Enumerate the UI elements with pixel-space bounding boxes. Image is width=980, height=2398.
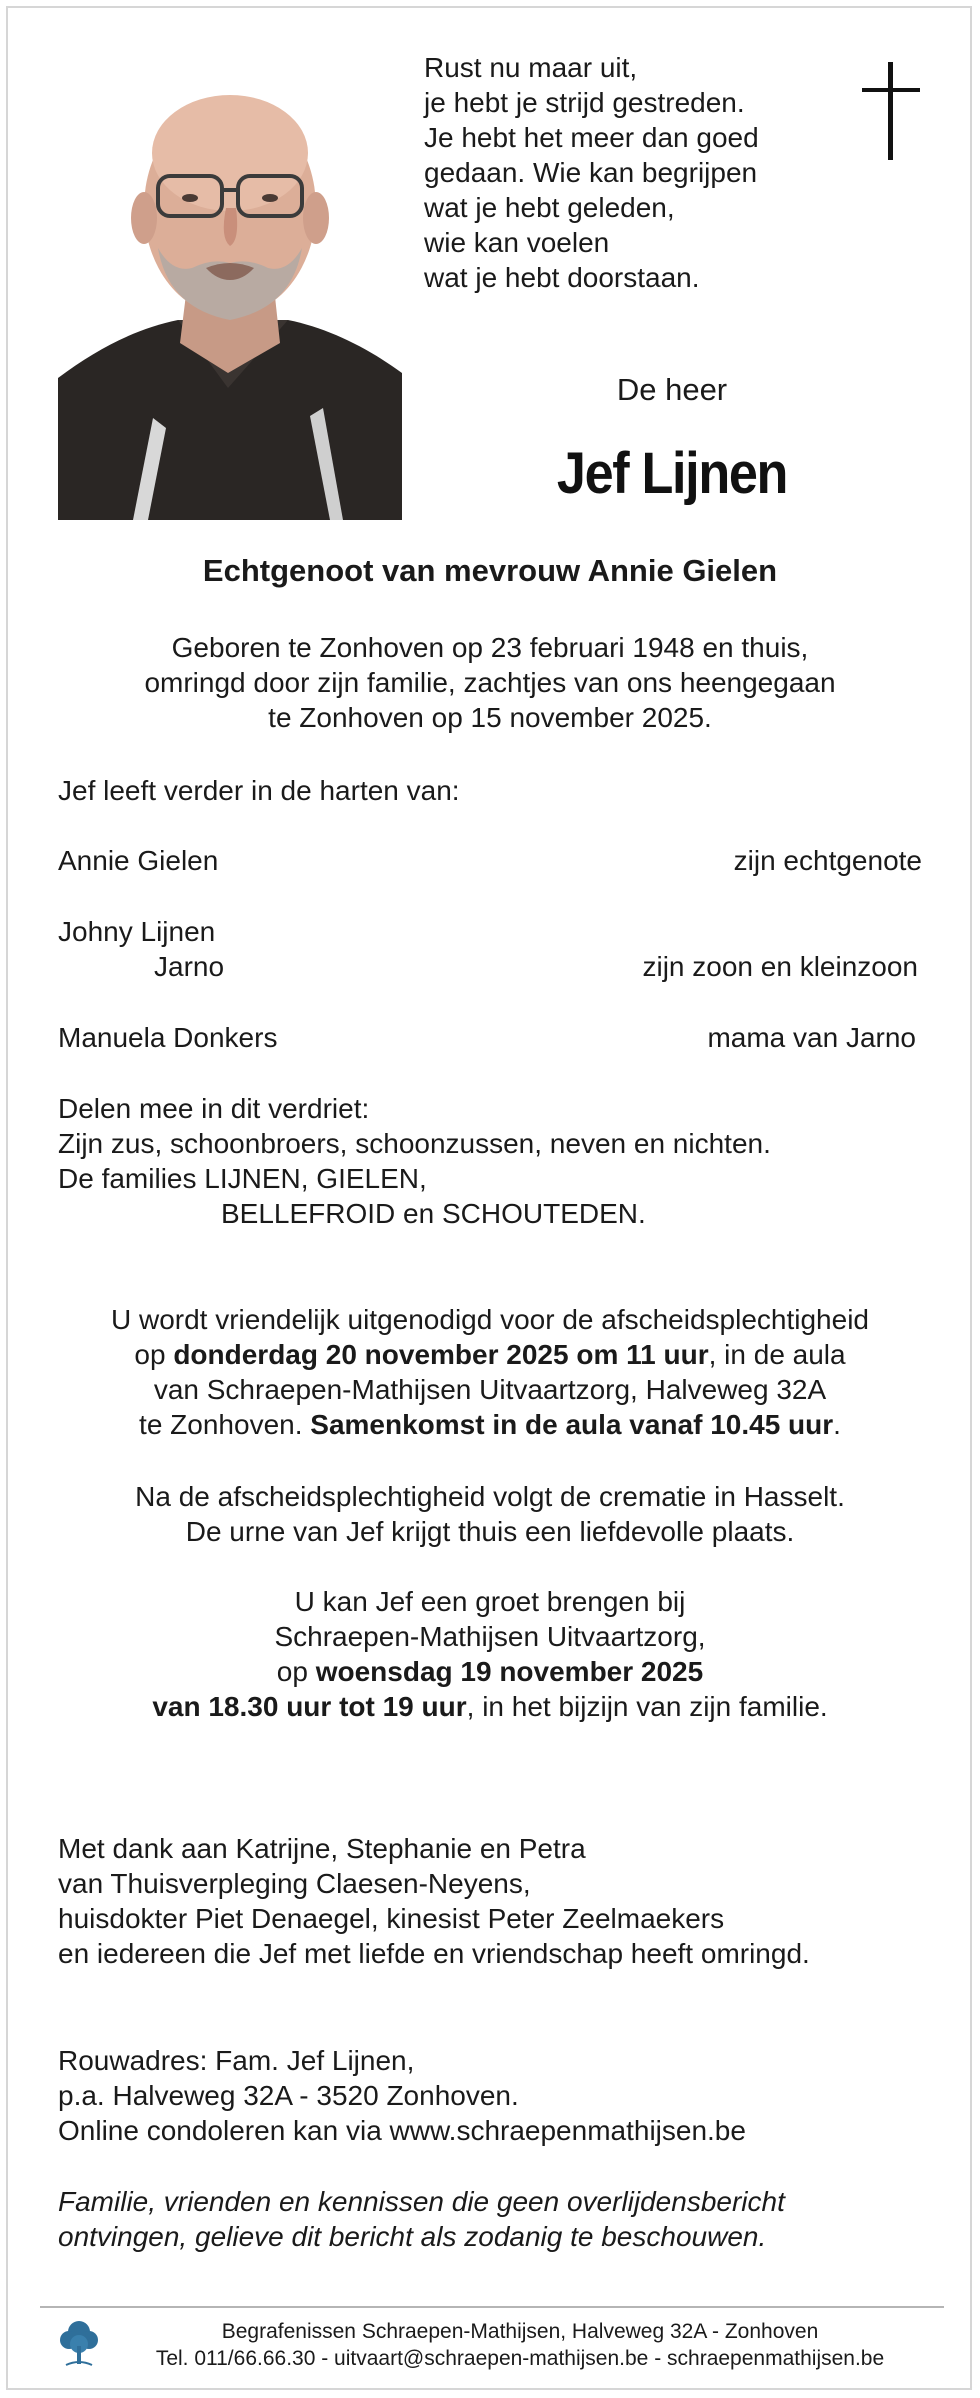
family-name-jarno: Jarno — [154, 951, 225, 982]
text-line: Met dank aan Katrijne, Stephanie en Petra — [58, 1833, 586, 1864]
text-span: op — [134, 1339, 174, 1370]
sharing-line: Zijn zus, schoonbroers, schoonzussen, neven en nichten. — [58, 1128, 771, 1159]
family-role-johny: zijn zoon en kleinzoon — [642, 951, 918, 982]
ceremony-paragraph — [0, 1302, 980, 1442]
text-line: van Schraepen-Mathijsen Uitvaartzorg, Halveweg 32A — [153, 1374, 827, 1405]
portrait-photo — [58, 58, 402, 520]
text-span: , in de aula — [708, 1339, 846, 1370]
text-line: omringd door zijn familie, zachtjes van ons heengegaan — [144, 667, 836, 698]
text-span: op — [276, 1656, 316, 1687]
text-line: huisdokter Piet Denaegel, kinesist Peter Zeelmaekers — [58, 1903, 725, 1934]
family-role-manuela: mama van Jarno — [707, 1022, 916, 1053]
poem-line: wie kan voelen — [424, 227, 610, 258]
poem-line: gedaan. Wie kan begrijpen — [424, 157, 758, 188]
condolence-link-text: Online condoleren kan via www.schraepenmathijsen.be — [58, 2115, 746, 2146]
birth-death-paragraph — [0, 630, 980, 735]
text-line: en iedereen die Jef met liefde en vriendschap heeft omringd. — [58, 1938, 810, 1969]
cremation-paragraph — [0, 1479, 980, 1549]
visit-date: woensdag 19 november 2025 — [315, 1656, 704, 1687]
family-role-annie: zijn echtgenote — [733, 845, 922, 876]
text-line: p.a. Halveweg 32A - 3520 Zonhoven. — [58, 2080, 519, 2111]
text-span: . — [833, 1409, 841, 1440]
ceremony-date: donderdag 20 november 2025 om 11 uur — [173, 1339, 709, 1370]
text-line — [0, 1689, 980, 1724]
footer-divider — [40, 2306, 944, 2308]
text-line: Rouwadres: Fam. Jef Lijnen, — [58, 2045, 415, 2076]
text-line: Na de afscheidsplechtigheid volgt de crematie in Hasselt. — [135, 1481, 845, 1512]
poem-line: Rust nu maar uit, — [424, 52, 638, 83]
text-line: De urne van Jef krijgt thuis een liefdevolle plaats. — [185, 1516, 795, 1547]
family-name-manuela: Manuela Donkers — [58, 1022, 278, 1053]
text-line: Schraepen-Mathijsen Uitvaartzorg, — [274, 1621, 706, 1652]
honorific: De heer — [616, 372, 728, 407]
text-line: U kan Jef een groet brengen bij — [294, 1586, 686, 1617]
visit-time: van 18.30 uur tot 19 uur — [152, 1691, 467, 1722]
cross-icon — [862, 62, 920, 160]
sharing-line: De families LIJNEN, GIELEN, — [58, 1163, 427, 1194]
poem — [424, 50, 824, 295]
sharing-heading: Delen mee in dit verdriet: — [58, 1093, 370, 1124]
poem-line: je hebt je strijd gestreden. — [424, 87, 745, 118]
poem-line: wat je hebt geleden, — [424, 192, 675, 223]
text-line: Geboren te Zonhoven op 23 februari 1948 en thuis, — [171, 632, 809, 663]
text-line — [0, 1407, 980, 1442]
tree-logo-icon — [58, 2318, 100, 2368]
gathering-time: Samenkomst in de aula vanaf 10.45 uur — [310, 1409, 834, 1440]
text-line: ontvingen, gelieve dit bericht als zodanig te beschouwen. — [58, 2221, 767, 2252]
text-span: , in het bijzijn van zijn familie. — [466, 1691, 828, 1722]
family-name-johny: Johny Lijnen — [58, 916, 216, 947]
text-line: U wordt vriendelijk uitgenodigd voor de afscheidsplechtigheid — [110, 1304, 869, 1335]
lives-on-heading: Jef leeft verder in de harten van: — [58, 775, 460, 806]
text-span: te Zonhoven. — [139, 1409, 311, 1440]
poem-line: wat je hebt doorstaan. — [424, 262, 700, 293]
footer-line: Begrafenissen Schraepen-Mathijsen, Halveweg 32A - Zonhoven — [221, 2320, 819, 2343]
family-name-annie: Annie Gielen — [58, 845, 219, 876]
text-line: Familie, vrienden en kennissen die geen overlijdensbericht — [58, 2186, 785, 2217]
visit-paragraph — [0, 1584, 980, 1724]
sharing-line: BELLEFROID en SCHOUTEDEN. — [221, 1198, 646, 1229]
text-line — [0, 1654, 980, 1689]
text-line: te Zonhoven op 15 november 2025. — [268, 702, 712, 733]
text-line: van Thuisverpleging Claesen-Neyens, — [58, 1868, 531, 1899]
footer-line: Tel. 011/66.66.30 - uitvaart@schraepen-mathijsen.be - schraepenmathijsen.be — [155, 2347, 885, 2370]
poem-line: Je hebt het meer dan goed — [424, 122, 759, 153]
funeral-home-footer — [110, 2318, 930, 2372]
spouse-line: Echtgenoot van mevrouw Annie Gielen — [202, 553, 778, 588]
deceased-name: Jef Lijnen — [556, 441, 788, 506]
text-line — [0, 1337, 980, 1372]
